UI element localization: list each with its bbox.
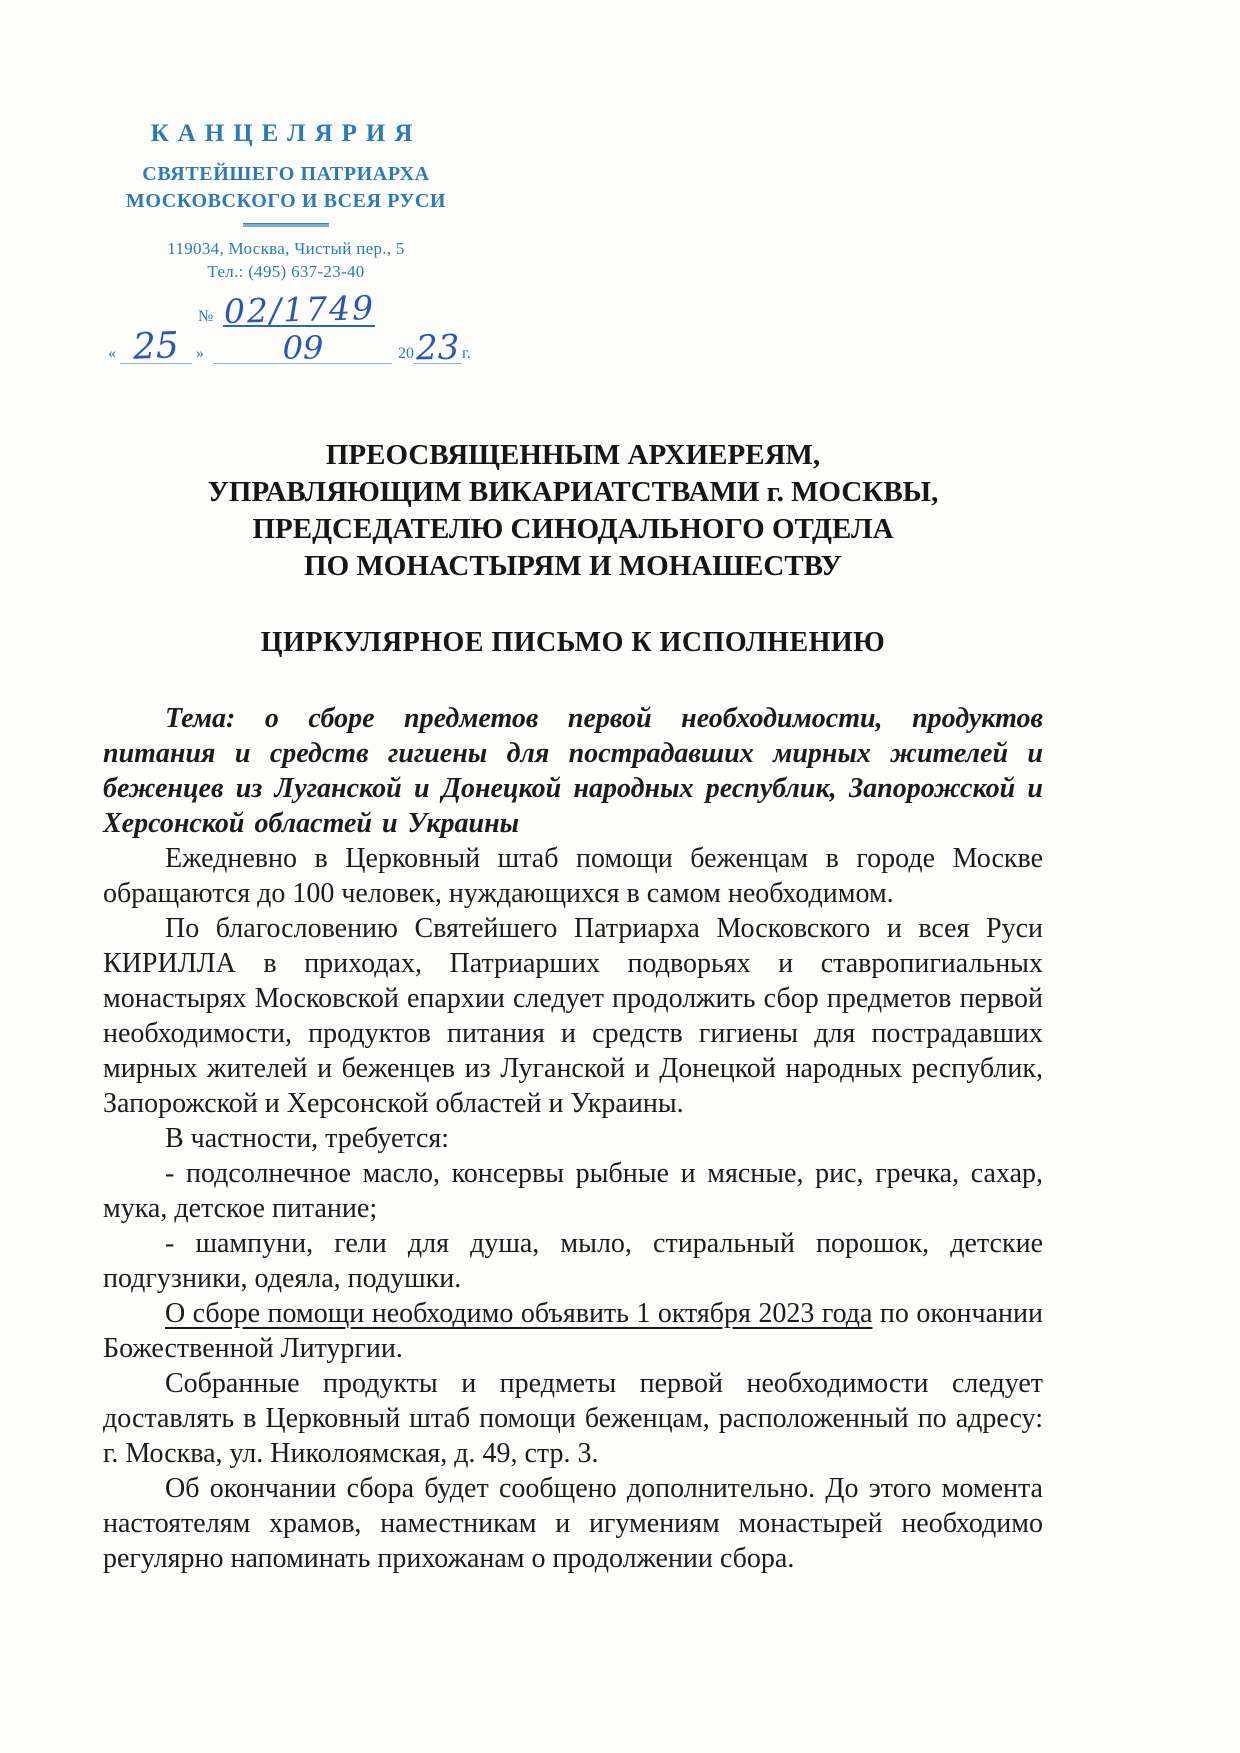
circular-letter-heading: ЦИРКУЛЯРНОЕ ПИСЬМО К ИСПОЛНЕНИЮ bbox=[260, 627, 886, 658]
handwritten-reference-number: 02/1749 bbox=[223, 288, 376, 331]
letterhead-subtitle-1: СВЯТЕЙШЕГО ПАТРИАРХА bbox=[142, 163, 430, 185]
letterhead bbox=[85, 120, 487, 283]
paragraph-item-food: - подсолнечное масло, консервы рыбные и мясные, рис, гречка, сахар, мука, детское питание; bbox=[103, 1158, 1043, 1224]
paragraph-announcement bbox=[103, 1296, 1043, 1366]
paragraph-delivery-address: Собранные продукты и предметы первой необходимости следует доставлять в Церковный штаб помощи беженцам, расположенный по адресу: г. Москва, ул. Николоямская, д. 49, стр. 3. bbox=[103, 1368, 1043, 1469]
letterhead-divider bbox=[243, 223, 329, 227]
paragraph-item-hygiene: - шампуни, гели для душа, мыло, стиральный порошок, детские подгузники, одеяла, подушки. bbox=[103, 1228, 1043, 1294]
letterhead-address: 119034, Москва, Чистый пер., 5 bbox=[167, 239, 405, 258]
year-suffix-label: г. bbox=[462, 344, 471, 362]
recipient-line-3: ПРЕДСЕДАТЕЛЮ СИНОДАЛЬНОГО ОТДЕЛА bbox=[252, 513, 894, 545]
handwritten-day: 25 bbox=[132, 325, 180, 368]
letterhead-subtitle-2: МОСКОВСКОГО И ВСЕЯ РУСИ bbox=[125, 190, 447, 212]
handwritten-month: 09 bbox=[282, 329, 324, 368]
paragraph-daily-need: Ежедневно в Церковный штаб помощи беженцам в городе Москве обращаются до 100 человек, нуждающихся в самом необходимом. bbox=[103, 843, 1043, 909]
day-blank-line bbox=[120, 325, 192, 368]
announcement-underlined-text: О сборе помощи необходимо объявить 1 октября 2023 года bbox=[165, 1298, 873, 1329]
open-quote-label: « bbox=[108, 344, 116, 362]
year-blank-line bbox=[414, 327, 462, 369]
number-blank-line bbox=[223, 288, 376, 331]
recipient-line-1: ПРЕОСВЯЩЕННЫМ АРХИЕРЕЯМ, bbox=[325, 439, 821, 471]
announcement-rest-text: по окончании Божественной Литургии. bbox=[103, 1298, 1043, 1364]
recipient-line-2: УПРАВЛЯЮЩИМ ВИКАРИАТСТВАМИ г. МОСКВЫ, bbox=[207, 476, 939, 508]
paragraph-in-particular: В частности, требуется: bbox=[165, 1123, 450, 1154]
close-quote-label: » bbox=[196, 344, 204, 362]
reference-number-row bbox=[198, 288, 376, 331]
handwritten-year: 23 bbox=[416, 327, 460, 369]
recipient-line-4: ПО МОНАСТЫРЯМ И МОНАШЕСТВУ bbox=[304, 550, 842, 582]
date-row bbox=[108, 325, 471, 369]
number-sign-label: № bbox=[198, 308, 214, 326]
letter-body bbox=[103, 701, 1043, 1576]
year-prefix-label: 20 bbox=[398, 344, 414, 362]
recipient-block bbox=[103, 437, 1043, 585]
month-blank-line bbox=[214, 329, 392, 368]
letterhead-title: КАНЦЕЛЯРИЯ bbox=[150, 120, 422, 147]
letterhead-phone: Тел.: (495) 637-23-40 bbox=[207, 262, 365, 281]
paragraph-blessing: По благословению Святейшего Патриарха Московского и всея Руси КИРИЛЛА в приходах, Патриарших подворьях и ставропигиальных монастырях Московской епархии следует продолжить сбор предметов первой необходимости, продуктов питания и средств гигиены для пострадавших мирных жителей и беженцев из Луганской и Донецкой народных республик, Запорожской и Херсонской областей и Украины. bbox=[103, 913, 1043, 1119]
paragraph-closing: Об окончании сбора будет сообщено дополнительно. До этого момента настоятелям храмов, наместникам и игумениям монастырей необходимо регулярно напоминать прихожанам о продолжении сбора. bbox=[103, 1473, 1043, 1574]
paragraph-theme: Тема: о сборе предметов первой необходимости, продуктов питания и средств гигиены для пострадавших мирных жителей и беженцев из Луганской и Донецкой народных республик, Запорожской и Херсонской областей и Украины bbox=[103, 703, 1043, 839]
